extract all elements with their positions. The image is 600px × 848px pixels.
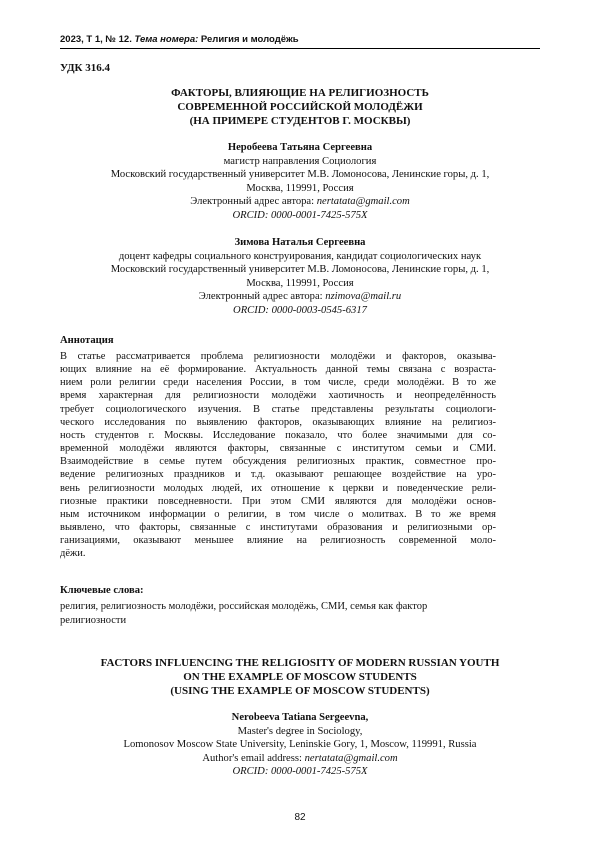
title-en-line: (USING THE EXAMPLE OF MOSCOW STUDENTS) [170,685,430,697]
author-position: Master's degree in Sociology, [237,725,363,737]
keywords-line: религия, религиозность молодёжи, российская молодёжь, СМИ, семья как фактор [60,601,428,612]
abstract-line: требует социологического изучения. В статье представлены результаты социологи- [60,403,496,415]
abstract-line: В статье рассматривается проблема религиозности молодёжи и факторов, оказыва- [60,351,496,362]
author-position: магистр направления Социология [223,155,377,167]
author-name: Зимова Наталья Сергеевна [234,237,366,248]
abstract-line: ческого исследования по выявлению факторов, оказывающих влияние на религиоз- [60,416,496,428]
udk-code: УДК 316.4 [60,62,111,74]
author-email[interactable]: nzimova@mail.ru [325,291,402,302]
author-affiliation: Московский государственный университет М.В. Ломоносова, Ленинские горы, д. 1, [110,169,490,180]
title-ru-line: ФАКТОРЫ, ВЛИЯЮЩИЕ НА РЕЛИГИОЗНОСТЬ [171,87,429,99]
running-header [60,34,540,49]
journal-issue: 2023, Т 1, № 12. [60,34,132,45]
abstract-heading: Аннотация [60,335,114,346]
author-orcid: ORCID: 0000-0003-0545-6317 [233,304,367,316]
author-email-line [60,195,540,209]
title-en-line: ON THE EXAMPLE OF MOSCOW STUDENTS [183,671,417,683]
abstract-line: дёжи. [60,548,86,560]
author1-ru [60,141,540,222]
abstract-line: ющих влияние на её формирование. Актуальность данной темы связана с возраста- [60,364,496,376]
page-number: 82 [294,812,306,823]
abstract-line: Взаимодействие в семье путем обсуждения религиозных практик, совместное про- [60,456,496,468]
abstract-line: выявлено, что факторы, связанные с институтами образования и религиозными ор- [60,522,496,534]
author1-en [60,711,540,779]
email-label: Электронный адрес автора: [190,196,315,207]
abstract-body [60,350,496,561]
abstract-line: время характерная для религиозности молодёжи хаотичность и неопределённость [60,390,496,402]
author-affiliation: Lomonosov Moscow State University, Leninskie Gory, 1, Moscow, 119991, Russia [123,739,477,750]
abstract-line: ным источником информации о религии, в том числе о молитвах. В то же время [60,508,496,520]
email-label: Author's email address: [202,752,302,764]
author-orcid: ORCID: 0000-0001-7425-575X [232,766,368,777]
issue-theme-label: Тема номера: [134,34,199,45]
author-position: доцент кафедры социального конструирования, кандидат социологических наук [118,250,482,262]
keywords-body [60,600,520,627]
abstract-line: вень религиозности молодых людей, их отношение к церкви и поведенческие рели- [60,482,496,494]
abstract-line: временной молодёжи являются факторы, связанные с институтом семьи и СМИ. [60,443,496,455]
author-name: Nerobeeva Tatiana Sergeevna, [231,712,369,723]
abstract-line: гиозные практики повседневности. При этом СМИ являются для молодёжи основ- [60,495,496,507]
title-en [60,656,540,698]
author-email-line [60,290,540,304]
abstract-line: ганизациями, оказывают меньшее влияние на религиозность современной моло- [60,535,496,547]
abstract-line: нием роли религии среди населения России, в том числе, среди молодёжи. В то же [60,377,496,389]
author-name: Неробеева Татьяна Сергеевна [227,142,373,153]
keywords-line: религиозности [60,614,127,626]
author2-ru [60,236,540,317]
title-en-line: FACTORS INFLUENCING THE RELIGIOSITY OF MODERN RUSSIAN YOUTH [100,657,500,669]
title-ru-line: (НА ПРИМЕРЕ СТУДЕНТОВ Г. МОСКВЫ) [189,115,411,127]
abstract-line: ность студентов г. Москвы. Исследование показало, что более значимыми для со- [60,429,496,441]
author-email[interactable]: nertatata@gmail.com [304,752,398,764]
title-ru [60,86,540,128]
author-email-line [60,752,540,766]
author-email[interactable]: nertatata@gmail.com [316,196,410,207]
author-orcid: ORCID: 0000-0001-7425-575X [232,209,368,221]
issue-theme: Религия и молодёжь [200,34,299,45]
author-affiliation: Москва, 119991, Россия [246,182,354,194]
title-ru-line: СОВРЕМЕННОЙ РОССИЙСКОЙ МОЛОДЁЖИ [177,101,423,113]
abstract-line: ведение религиозных праздников и т.д. оказывают решающее воздействие на уро- [60,469,496,481]
keywords-heading: Ключевые слова: [60,585,144,596]
author-affiliation: Московский государственный университет М.В. Ломоносова, Ленинские горы, д. 1, [110,264,490,275]
author-affiliation: Москва, 119991, Россия [246,277,354,289]
email-label: Электронный адрес автора: [198,291,323,302]
